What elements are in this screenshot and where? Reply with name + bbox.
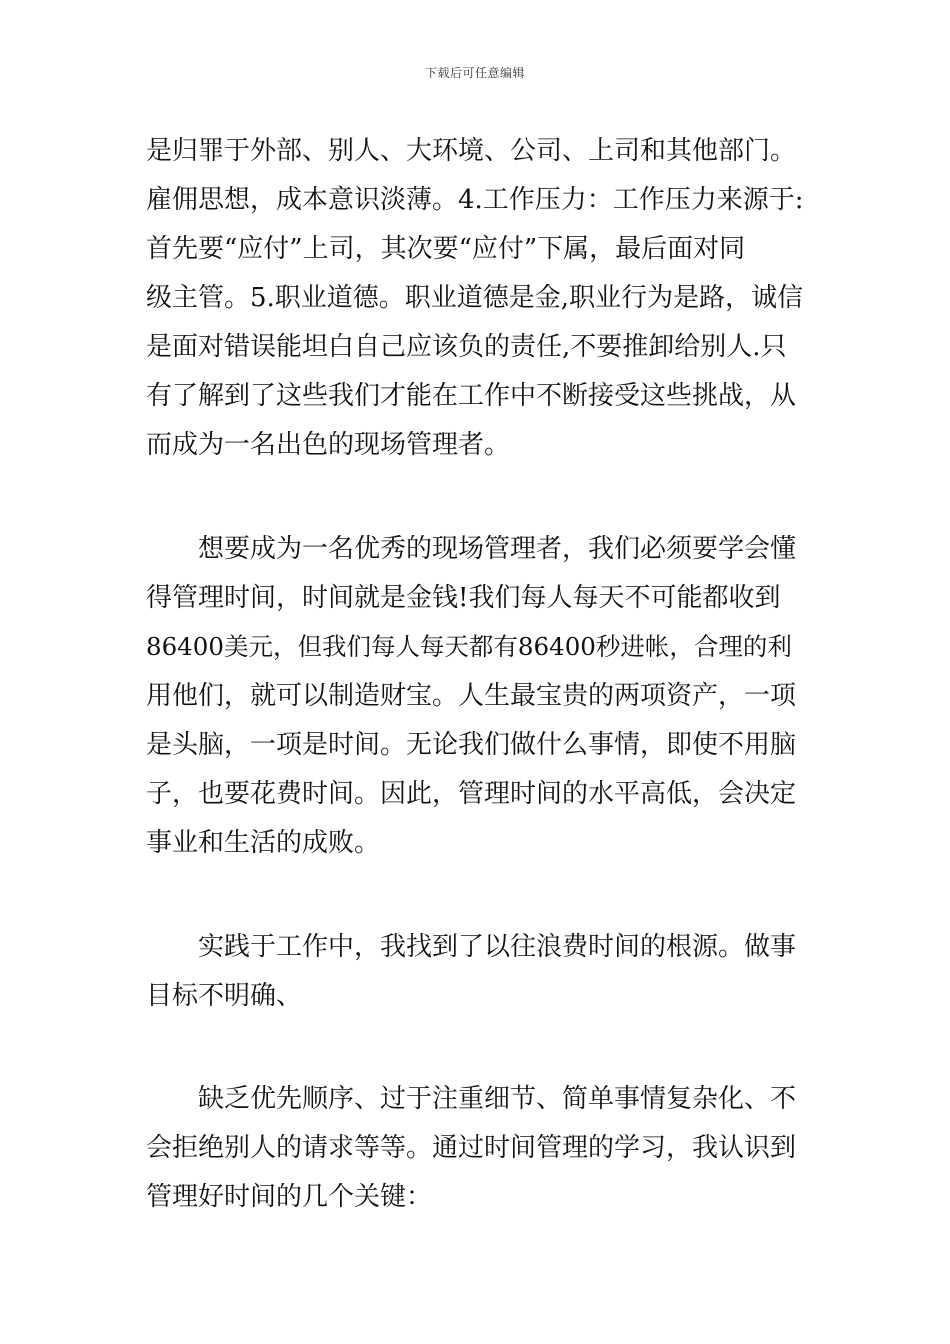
paragraph-2-line-5: 是头脑，一项是时间。无论我们做什么事情，即使不用脑 [146, 730, 797, 760]
paragraph-1-line-4: 级主管。5.职业道德。职业道德是金,职业行为是路，诚信 [146, 283, 804, 313]
paragraph-2-line-6: 子，也要花费时间。因此，管理时间的水平高低，会决定 [146, 779, 797, 809]
paragraph-1-line-1: 是归罪于外部、别人、大环境、公司、上司和其他部门。 [146, 136, 797, 166]
paragraph-1-line-7: 而成为一名出色的现场管理者。 [146, 430, 511, 460]
paragraph-3-line-2: 目标不明确、 [146, 981, 303, 1011]
paragraph-1-line-3: 首先要“应付”上司，其次要“应付”下属，最后面对同 [146, 234, 746, 264]
paragraph-4-line-2: 会拒绝别人的请求等等。通过时间管理的学习，我认识到 [146, 1133, 797, 1163]
paragraph-2-line-2: 得管理时间，时间就是金钱!我们每人每天不可能都收到 [146, 583, 781, 613]
paragraph-2-line-3: 86400美元，但我们每人每天都有86400秒进帐，合理的利 [146, 632, 792, 661]
paragraph-1-line-6: 有了解到了这些我们才能在工作中不断接受这些挑战，从 [146, 381, 797, 411]
paragraph-2-line-4: 用他们，就可以制造财宝。人生最宝贵的两项资产，一项 [146, 681, 797, 711]
header-note: 下载后可任意编辑 [424, 66, 525, 80]
paragraph-3-line-1: 实践于工作中，我找到了以往浪费时间的根源。做事 [198, 932, 797, 962]
paragraph-2-line-7: 事业和生活的成败。 [146, 828, 381, 858]
paragraph-1-line-2: 雇佣思想，成本意识淡薄。4.工作压力：工作压力来源于: [146, 185, 804, 215]
paragraph-2-line-1: 想要成为一名优秀的现场管理者，我们必须要学会懂 [198, 534, 797, 564]
paragraph-1-line-5: 是面对错误能坦白自己应该负的责任,不要推卸给别人.只 [146, 332, 787, 362]
paragraph-4-line-3: 管理好时间的几个关键： [146, 1182, 433, 1212]
paragraph-4-line-1: 缺乏优先顺序、过于注重细节、简单事情复杂化、不 [198, 1084, 797, 1114]
